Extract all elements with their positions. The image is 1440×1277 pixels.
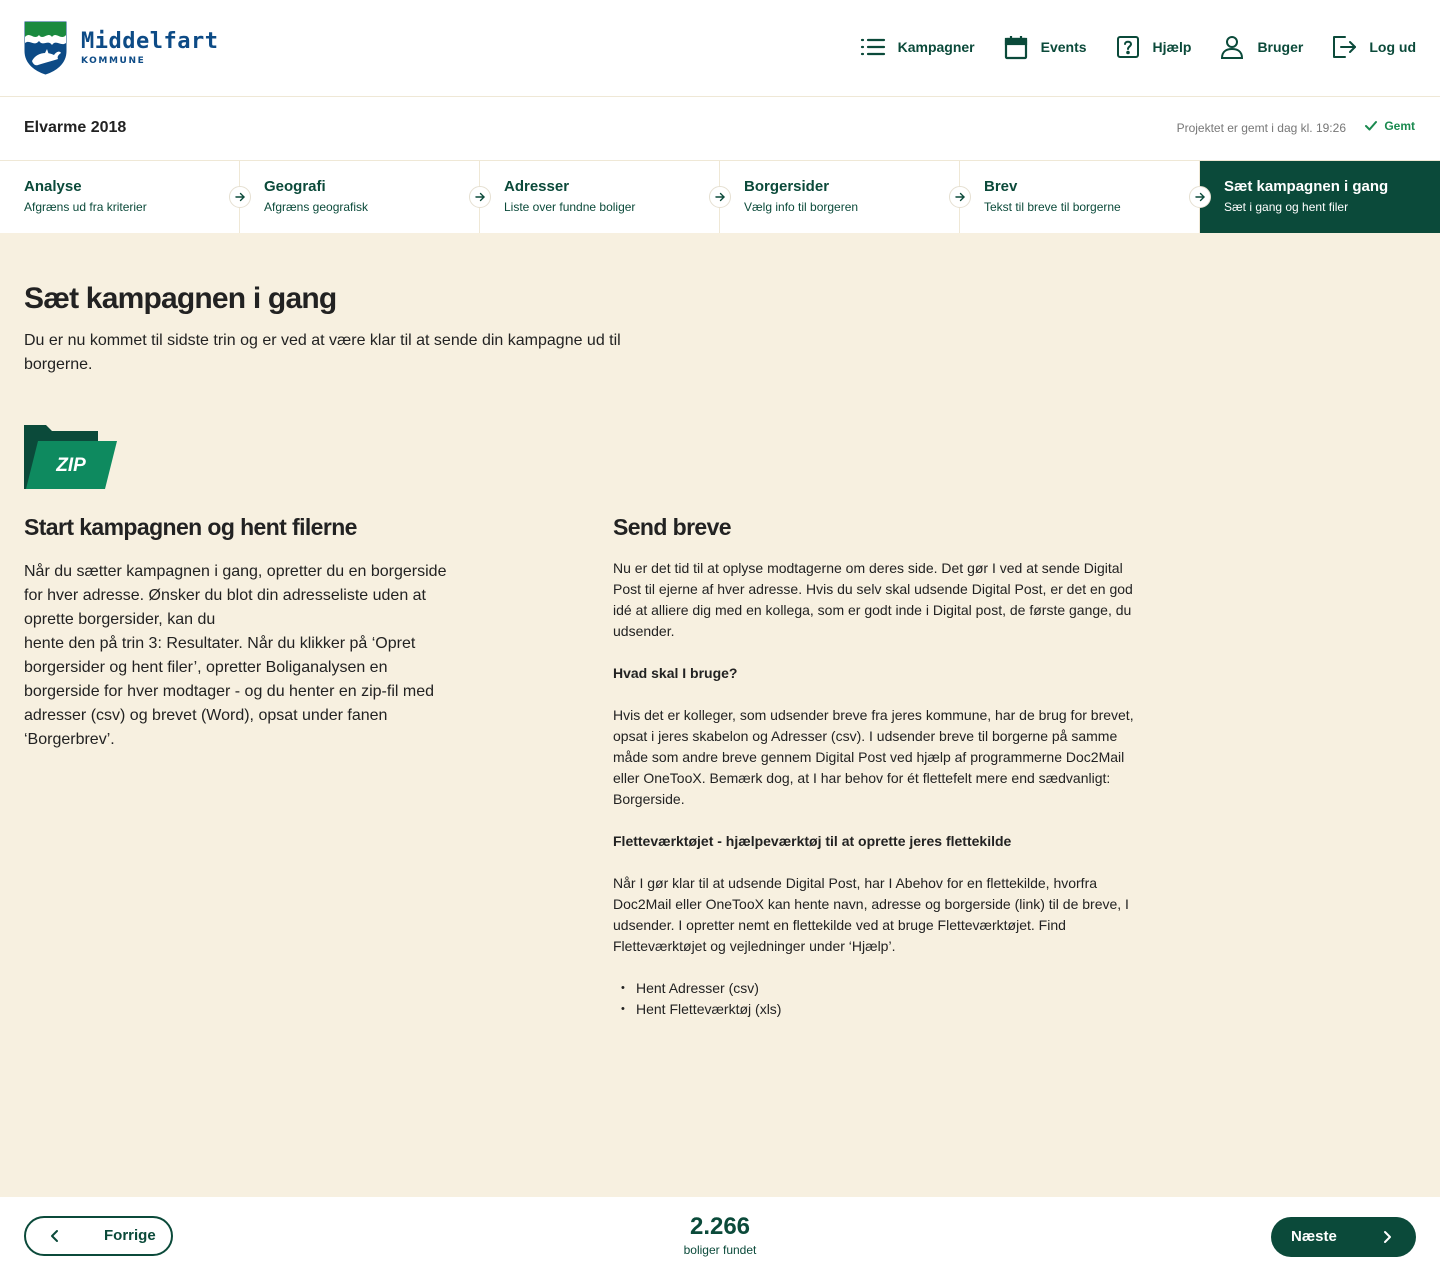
saved-label: Gemt [1384, 119, 1415, 133]
nav-bruger[interactable] [1219, 34, 1303, 60]
send-letters-section [613, 558, 1143, 1020]
saved-indicator [1364, 119, 1415, 133]
step-title: Geografi [264, 178, 326, 195]
text-line: borgerside for hver modtager - og du henter en zip-fil med [24, 683, 434, 700]
next-button-label: Næste [1291, 1228, 1337, 1245]
step-adresser[interactable] [480, 161, 720, 233]
logout-icon [1331, 34, 1357, 60]
save-status: Projektet er gemt i dag kl. 19:26 [1176, 121, 1346, 135]
results-count-number: 2.266 [689, 1213, 751, 1240]
send-letters-heading: Send breve [613, 514, 731, 540]
what-to-use-heading: Hvad skal I bruge? [613, 665, 738, 681]
nav-kampagner-label: Kampagner [897, 39, 975, 55]
arrow-right-icon [229, 186, 251, 208]
nav-hjaelp-label: Hjælp [1152, 39, 1192, 55]
step-subtitle: Afgræns ud fra kriterier [24, 200, 147, 214]
text-line: for hver adresse. Ønsker du blot din adresseliste uden at [24, 587, 426, 604]
check-icon [1364, 119, 1378, 133]
merge-tool-heading: Fletteværktøjet - hjælpeværktøj til at oprette jeres flettekilde [613, 833, 1012, 849]
step-title: Sæt kampagnen i gang [1224, 178, 1389, 195]
chevron-right-icon [1380, 1230, 1394, 1244]
step-subtitle: Vælg info til borgeren [744, 200, 859, 214]
calendar-icon [1003, 34, 1029, 60]
main-nav [832, 34, 1416, 60]
nav-events[interactable] [1003, 34, 1087, 60]
chevron-left-icon [48, 1229, 62, 1243]
zip-folder-icon [24, 425, 118, 491]
top-header [0, 0, 1440, 97]
what-to-use-text: Hvis det er kolleger, som udsender breve fra jeres kommune, har de brug for brevet, opsat i jeres skabelon og Adresser (csv). I udsender breve til borgerne på samme måde som andre breve gennem Digital Post ved hjælp af programmerne Doc2Mail eller OneTooX. Bemærk dog, at I har behov for ét flettefelt mere end sædvanligt: Borgerside. [613, 707, 1134, 807]
arrow-right-icon [709, 186, 731, 208]
arrow-right-icon [949, 186, 971, 208]
page-title: Sæt kampagnen i gang [24, 282, 337, 315]
nav-hjaelp[interactable] [1115, 34, 1192, 60]
step-title: Adresser [504, 178, 570, 195]
zip-label: ZIP [56, 455, 86, 476]
step-subtitle: Liste over fundne boliger [504, 200, 636, 214]
text-line: borgersider og hent filer’, opretter Boliganalysen en [24, 659, 388, 676]
start-campaign-text [24, 560, 480, 752]
step-title: Analyse [24, 178, 82, 195]
nav-log-ud[interactable] [1331, 34, 1416, 60]
step-subtitle: Sæt i gang og hent filer [1224, 200, 1349, 214]
project-bar [0, 97, 1440, 161]
nav-events-label: Events [1040, 39, 1087, 55]
footer-bar [0, 1197, 1440, 1277]
step-geografi[interactable] [240, 161, 480, 233]
nav-log-ud-label: Log ud [1369, 39, 1416, 55]
text-line: Når du sætter kampagnen i gang, opretter du en borgerside [24, 563, 447, 580]
step-subtitle: Tekst til breve til borgerne [984, 200, 1121, 214]
brand-sub: KOMMUNE [81, 56, 146, 66]
text-line: adresser (csv) og brevet (Word), opsat under fanen [24, 707, 388, 724]
download-list [613, 978, 1143, 1020]
results-count [620, 1213, 820, 1257]
step-saet-i-gang[interactable] [1200, 161, 1440, 233]
step-title: Brev [984, 178, 1018, 195]
project-title: Elvarme 2018 [24, 119, 127, 136]
step-analyse[interactable] [0, 161, 240, 233]
download-addresses-link[interactable]: • Hent Adresser (csv) [621, 978, 1143, 999]
arrow-right-icon [1189, 186, 1211, 208]
merge-tool-text: Når I gør klar til at udsende Digital Post, har I Abehov for en flettekilde, hvorfra Doc2Mail eller OneTooX kan hente navn, adresse og borgerside (link) til de breve, I udsender. I opretter nemt en flettekilde ved at bruge Fletteværktøjet. Find Fletteværktøjet og vejledninger under ‘Hjælp’. [613, 875, 1129, 954]
shield-logo-icon [24, 21, 67, 75]
list-icon [860, 34, 886, 60]
intro-text: Du er nu kommet til sidste trin og er ved at være klar til at sende din kampagne ud til borgerne. [24, 332, 621, 373]
step-brev[interactable] [960, 161, 1200, 233]
text-line: hente den på trin 3: Resultater. Når du klikker på ‘Opret [24, 635, 416, 652]
municipality-logo[interactable] [24, 21, 218, 75]
step-title: Borgersider [744, 178, 830, 195]
step-borgersider[interactable] [720, 161, 960, 233]
text-line: ‘Borgerbrev’. [24, 731, 115, 748]
previous-button-label: Forrige [104, 1227, 156, 1244]
next-button[interactable] [1271, 1217, 1416, 1257]
nav-bruger-label: Bruger [1257, 39, 1304, 55]
step-subtitle: Afgræns geografisk [264, 200, 369, 214]
help-icon [1115, 34, 1141, 60]
download-merge-tool-link[interactable]: • Hent Fletteværktøj (xls) [621, 999, 1143, 1020]
arrow-right-icon [469, 186, 491, 208]
results-count-label: boliger fundet [683, 1243, 757, 1257]
text-line: oprette borgersider, kan du [24, 611, 216, 628]
send-letters-intro: Nu er det tid til at oplyse modtagerne om deres side. Det gør I ved at sende Digital Post til ejerne af hver adresse. Hvis du selv skal udsende Digital Post, er det en god idé at alliere dig med en kollega, som er godt inde i Digital post, de første gange, du udsender. [613, 560, 1133, 639]
brand-name: Middelfart [81, 29, 219, 54]
nav-kampagner[interactable] [860, 34, 975, 60]
previous-button[interactable] [24, 1216, 173, 1256]
user-icon [1219, 34, 1245, 60]
step-navigation [0, 161, 1440, 233]
start-campaign-heading: Start kampagnen og hent filerne [24, 514, 357, 540]
